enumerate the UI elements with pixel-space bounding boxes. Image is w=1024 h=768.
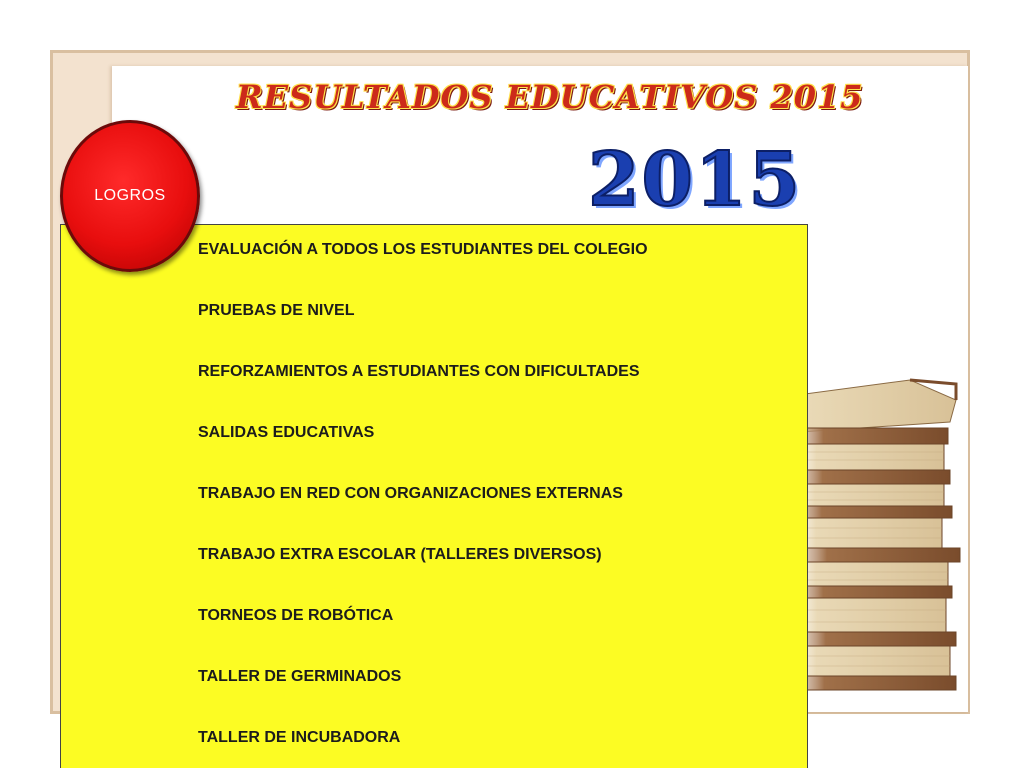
logros-badge	[60, 120, 200, 272]
list-item: PRUEBAS DE NIVEL	[198, 302, 355, 319]
list-item: REFORZAMIENTOS A ESTUDIANTES CON DIFICULTADES	[198, 363, 640, 380]
list-item: EVALUACIÓN A TODOS LOS ESTUDIANTES DEL COLEGIO	[198, 241, 648, 258]
list-item: TRABAJO EXTRA ESCOLAR (TALLERES DIVERSOS)	[198, 546, 602, 563]
list-item: TRABAJO EN RED CON ORGANIZACIONES EXTERNAS	[198, 485, 623, 502]
year-text: 2015	[588, 137, 802, 223]
badge-label: LOGROS	[94, 187, 166, 204]
list-item: SALIDAS EDUCATIVAS	[198, 424, 375, 441]
year-graphic	[588, 137, 802, 223]
list-item: TALLER DE INCUBADORA	[198, 729, 401, 746]
list-item: TALLER DE GERMINADOS	[198, 668, 402, 685]
list-item: TORNEOS DE ROBÓTICA	[198, 607, 394, 624]
achievements-panel	[60, 224, 808, 768]
slide-title: RESULTADOS EDUCATIVOS 2015	[236, 78, 864, 116]
